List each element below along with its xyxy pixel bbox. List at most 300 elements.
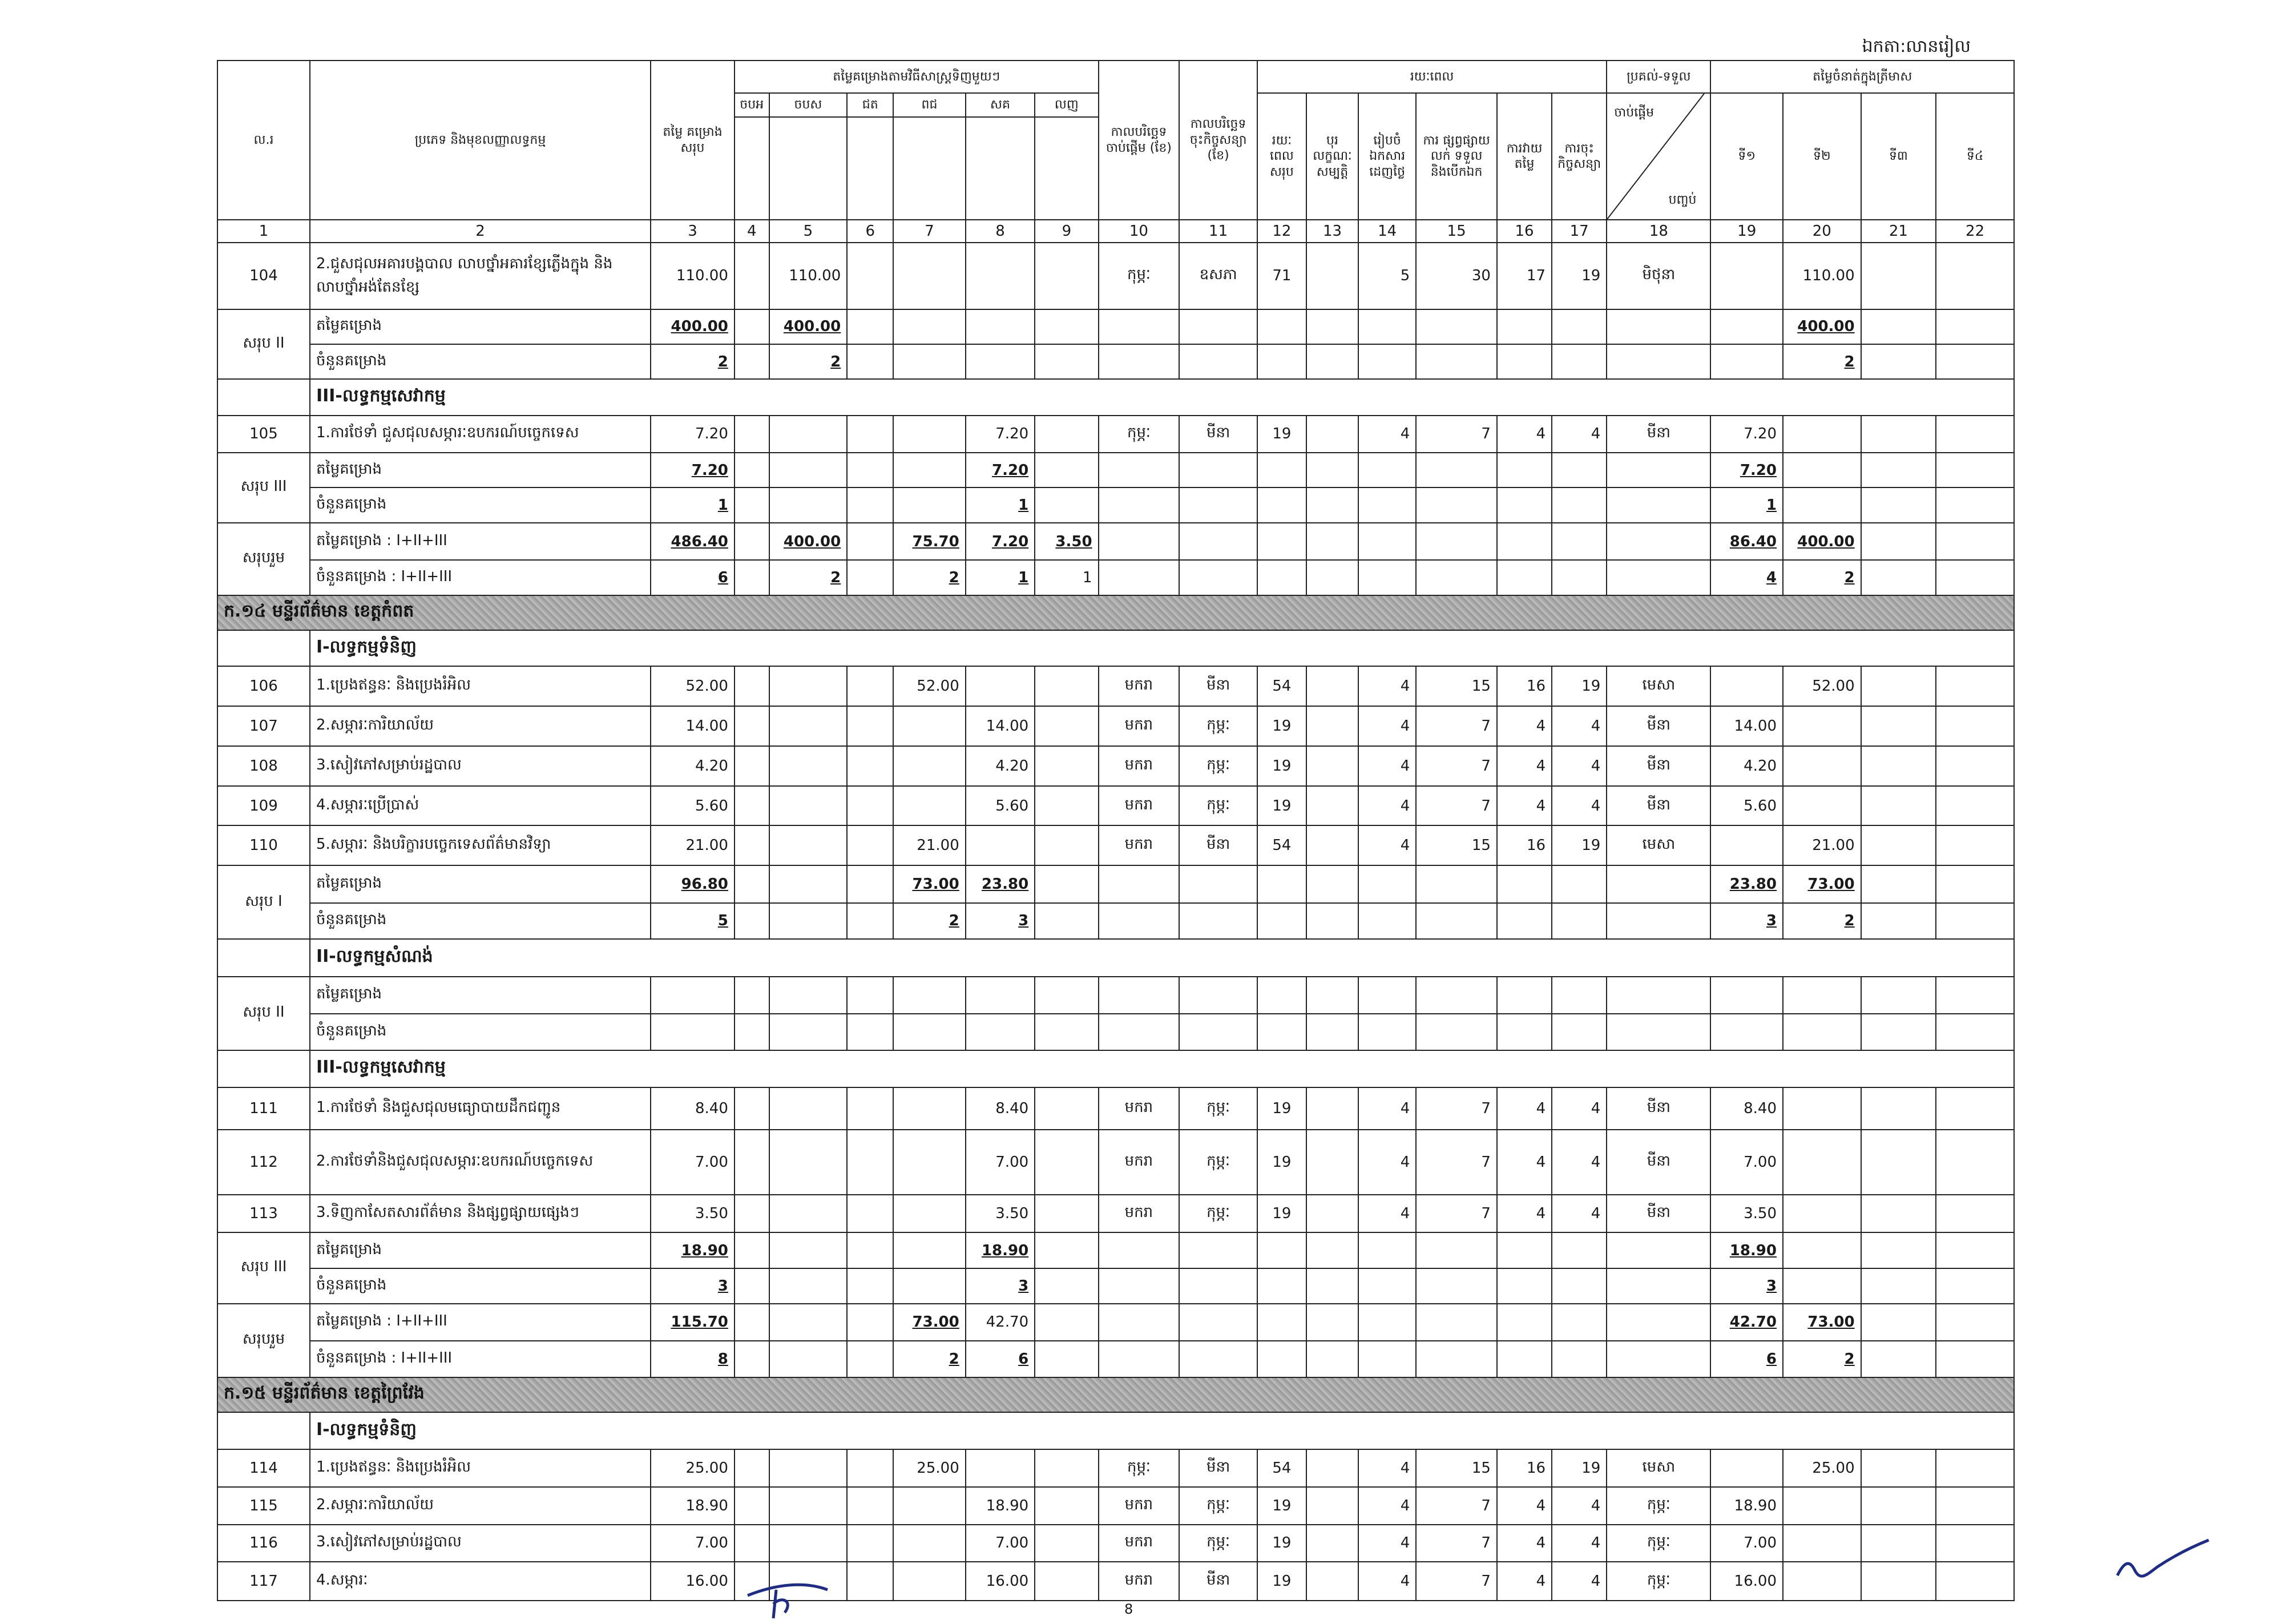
header-p12: រយៈ ពេល សរុប bbox=[1257, 93, 1306, 220]
page-number: 8 bbox=[1124, 1601, 1133, 1617]
grand-total-row bbox=[217, 1304, 2014, 1341]
row-c7 bbox=[893, 746, 966, 786]
row-q1: 7.00 bbox=[1710, 1525, 1783, 1562]
grand-q2-count: 2 bbox=[1783, 560, 1861, 595]
header-m9: លញ bbox=[1035, 93, 1098, 117]
subtotal-label: សរុប I bbox=[217, 865, 310, 939]
row-sign: មីនា bbox=[1179, 666, 1257, 706]
count-total: 5 bbox=[651, 903, 735, 939]
row-p17: 19 bbox=[1552, 666, 1607, 706]
row-p14: 4 bbox=[1358, 1449, 1416, 1487]
count-total: 2 bbox=[651, 344, 735, 379]
row-p16: 4 bbox=[1497, 416, 1552, 453]
row-total: 25.00 bbox=[651, 1449, 735, 1487]
header-m6: ជត bbox=[847, 93, 893, 117]
category-title: II-លទ្ធកម្មសំណង់ bbox=[310, 939, 2014, 977]
row-start: មករា bbox=[1099, 1487, 1180, 1525]
subtotal-total: 18.90 bbox=[651, 1232, 735, 1268]
row-q2 bbox=[1783, 1525, 1861, 1562]
row-p16: 16 bbox=[1497, 825, 1552, 865]
table-row bbox=[217, 1487, 2014, 1525]
table-row bbox=[217, 243, 2014, 309]
section-title: ក.១៥ មន្ទីរព័ត៌មាន ខេត្តព្រៃវែង bbox=[217, 1377, 2014, 1412]
header-p15: ការ ផ្សព្វផ្សាយ លក់ ទទួល និងបើកឯក bbox=[1416, 93, 1497, 220]
header-q4: ទី៤ bbox=[1936, 93, 2014, 220]
grand-q1: 86.40 bbox=[1710, 523, 1783, 561]
grand-q2: 73.00 bbox=[1783, 1304, 1861, 1341]
grand-c9: 3.50 bbox=[1035, 523, 1098, 561]
grand-count-row bbox=[217, 560, 2014, 595]
row-q2 bbox=[1783, 746, 1861, 786]
count-total: 3 bbox=[651, 1268, 735, 1303]
grand-q2: 400.00 bbox=[1783, 523, 1861, 561]
grand-c9-count: 1 bbox=[1035, 560, 1098, 595]
est-value-label: តម្លៃគម្រោង bbox=[310, 865, 651, 903]
row-c7: 52.00 bbox=[893, 666, 966, 706]
row-desc: 5.សម្ភារៈ និងបរិក្ខារបច្ចេកទេសព័ត៌មានវិទ្យា bbox=[310, 825, 651, 865]
row-sign: កុម្ភៈ bbox=[1179, 1525, 1257, 1562]
row-c8: 8.40 bbox=[966, 1087, 1035, 1130]
row-delivery: មីនា bbox=[1607, 746, 1710, 786]
row-p14: 4 bbox=[1358, 1195, 1416, 1232]
row-q1: 7.20 bbox=[1710, 416, 1783, 453]
row-start: មករា bbox=[1099, 1525, 1180, 1562]
row-p15: 7 bbox=[1416, 1525, 1497, 1562]
header-period-group: រយៈពេល bbox=[1257, 61, 1607, 93]
row-c8 bbox=[966, 666, 1035, 706]
row-c8 bbox=[966, 825, 1035, 865]
row-no: 106 bbox=[217, 666, 310, 706]
est-value-label: តម្លៃគម្រោង bbox=[310, 309, 651, 344]
row-p15: 7 bbox=[1416, 1195, 1497, 1232]
row-p14: 5 bbox=[1358, 243, 1416, 309]
header-q1: ទី១ bbox=[1710, 93, 1783, 220]
header-p13: បុរ លក្ខណៈ សម្បត្តិ bbox=[1306, 93, 1358, 220]
row-q2: 52.00 bbox=[1783, 666, 1861, 706]
subtotal-c8: 18.90 bbox=[966, 1232, 1035, 1268]
row-delivery: កុម្ភៈ bbox=[1607, 1562, 1710, 1601]
row-q2: 25.00 bbox=[1783, 1449, 1861, 1487]
row-p16: 4 bbox=[1497, 746, 1552, 786]
subtotal-q1: 7.20 bbox=[1710, 453, 1783, 487]
row-p15: 7 bbox=[1416, 416, 1497, 453]
grand-count: 8 bbox=[651, 1341, 735, 1377]
row-total: 7.20 bbox=[651, 416, 735, 453]
est-count-label: ចំនួនគម្រោង bbox=[310, 344, 651, 379]
row-c7 bbox=[893, 1525, 966, 1562]
row-p17: 4 bbox=[1552, 1562, 1607, 1601]
row-p14: 4 bbox=[1358, 416, 1416, 453]
row-q1: 4.20 bbox=[1710, 746, 1783, 786]
initials-signature-right bbox=[2112, 1536, 2214, 1587]
subtotal-total: 96.80 bbox=[651, 865, 735, 903]
row-start: មករា bbox=[1099, 825, 1180, 865]
row-p15: 15 bbox=[1416, 1449, 1497, 1487]
row-p16: 4 bbox=[1497, 1487, 1552, 1525]
grand-c8: 42.70 bbox=[966, 1304, 1035, 1341]
row-total: 21.00 bbox=[651, 825, 735, 865]
table-row bbox=[217, 1195, 2014, 1232]
row-q1: 14.00 bbox=[1710, 706, 1783, 746]
count-row bbox=[217, 1014, 2014, 1050]
grand-total-row bbox=[217, 523, 2014, 561]
row-p14: 4 bbox=[1358, 1562, 1416, 1601]
row-p12: 19 bbox=[1257, 1130, 1306, 1195]
row-desc: 3.សៀវភៅសម្រាប់រដ្ឋបាល bbox=[310, 746, 651, 786]
row-p16: 4 bbox=[1497, 786, 1552, 826]
row-no: 110 bbox=[217, 825, 310, 865]
table-row bbox=[217, 1087, 2014, 1130]
row-p12: 54 bbox=[1257, 825, 1306, 865]
subtotal-q2: 400.00 bbox=[1783, 309, 1861, 344]
row-desc: 2.សម្ភារៈការិយាល័យ bbox=[310, 706, 651, 746]
subtotal-c5: 400.00 bbox=[769, 309, 848, 344]
header-total: តម្លៃ គម្រោង សរុប bbox=[651, 61, 735, 220]
initials-signature-left bbox=[742, 1578, 833, 1624]
row-desc: 4.សម្ភារៈប្រើប្រាស់ bbox=[310, 786, 651, 826]
row-sign: កុម្ភៈ bbox=[1179, 786, 1257, 826]
est-value-all-label: តម្លៃគម្រោង : I+II+III bbox=[310, 523, 651, 561]
row-p16: 4 bbox=[1497, 1087, 1552, 1130]
row-p17: 19 bbox=[1552, 1449, 1607, 1487]
row-start: មករា bbox=[1099, 1195, 1180, 1232]
row-no: 114 bbox=[217, 1449, 310, 1487]
row-no: 116 bbox=[217, 1525, 310, 1562]
col-num: 17 bbox=[1552, 220, 1607, 243]
row-sign: កុម្ភៈ bbox=[1179, 1487, 1257, 1525]
row-delivery: មេសា bbox=[1607, 666, 1710, 706]
row-c7: 25.00 bbox=[893, 1449, 966, 1487]
row-no: 108 bbox=[217, 746, 310, 786]
row-p14: 4 bbox=[1358, 786, 1416, 826]
row-p15: 15 bbox=[1416, 666, 1497, 706]
row-p16: 4 bbox=[1497, 1195, 1552, 1232]
subtotal-row bbox=[217, 453, 2014, 487]
row-q1: 8.40 bbox=[1710, 1087, 1783, 1130]
row-p17: 19 bbox=[1552, 243, 1607, 309]
subtotal-total: 7.20 bbox=[651, 453, 735, 487]
row-p15: 7 bbox=[1416, 1087, 1497, 1130]
row-c7 bbox=[893, 706, 966, 746]
row-p12: 19 bbox=[1257, 786, 1306, 826]
row-no: 117 bbox=[217, 1562, 310, 1601]
table-row bbox=[217, 706, 2014, 746]
row-delivery: កុម្ភៈ bbox=[1607, 1487, 1710, 1525]
row-c7 bbox=[893, 1562, 966, 1601]
subtotal-row bbox=[217, 865, 2014, 903]
row-p15: 7 bbox=[1416, 1562, 1497, 1601]
count-q1: 3 bbox=[1710, 1268, 1783, 1303]
row-no: 115 bbox=[217, 1487, 310, 1525]
row-p12: 19 bbox=[1257, 746, 1306, 786]
row-p12: 54 bbox=[1257, 1449, 1306, 1487]
row-p15: 7 bbox=[1416, 706, 1497, 746]
row-p15: 15 bbox=[1416, 825, 1497, 865]
row-delivery: មិថុនា bbox=[1607, 243, 1710, 309]
column-number-row bbox=[217, 220, 2014, 243]
row-total: 110.00 bbox=[651, 243, 735, 309]
row-sign: មីនា bbox=[1179, 1562, 1257, 1601]
row-desc: 4.សម្ភារៈ bbox=[310, 1562, 651, 1601]
row-p15: 7 bbox=[1416, 746, 1497, 786]
col-num: 1 bbox=[217, 220, 310, 243]
category-title: I-លទ្ធកម្មទំនិញ bbox=[310, 630, 2014, 666]
row-start: កុម្ភៈ bbox=[1099, 416, 1180, 453]
count-row bbox=[217, 487, 2014, 522]
row-sign: មីនា bbox=[1179, 416, 1257, 453]
row-p14: 4 bbox=[1358, 666, 1416, 706]
row-p12: 19 bbox=[1257, 1195, 1306, 1232]
row-p17: 4 bbox=[1552, 786, 1607, 826]
row-q1 bbox=[1710, 1449, 1783, 1487]
category-row bbox=[217, 1412, 2014, 1450]
row-total: 7.00 bbox=[651, 1525, 735, 1562]
col-num: 22 bbox=[1936, 220, 2014, 243]
col-num: 15 bbox=[1416, 220, 1497, 243]
col-num: 7 bbox=[893, 220, 966, 243]
row-p16: 4 bbox=[1497, 1130, 1552, 1195]
est-value-label: តម្លៃគម្រោង bbox=[310, 977, 651, 1014]
table-row bbox=[217, 1525, 2014, 1562]
table-row bbox=[217, 746, 2014, 786]
col-num: 4 bbox=[735, 220, 769, 243]
row-total: 18.90 bbox=[651, 1487, 735, 1525]
col-num: 3 bbox=[651, 220, 735, 243]
section-row bbox=[217, 1377, 2014, 1412]
grand-count-row bbox=[217, 1341, 2014, 1377]
est-count-all-label: ចំនួនគម្រោង : I+II+III bbox=[310, 560, 651, 595]
row-q2: 110.00 bbox=[1783, 243, 1861, 309]
row-start: មករា bbox=[1099, 1087, 1180, 1130]
category-title: III-លទ្ធកម្មសេវាកម្ម bbox=[310, 1050, 2014, 1088]
header-p16: ការវាយ តម្លៃ bbox=[1497, 93, 1552, 220]
row-c8: 4.20 bbox=[966, 746, 1035, 786]
row-sign: កុម្ភៈ bbox=[1179, 1195, 1257, 1232]
header-q2: ទី២ bbox=[1783, 93, 1861, 220]
col-num: 14 bbox=[1358, 220, 1416, 243]
row-q2 bbox=[1783, 786, 1861, 826]
col-num: 10 bbox=[1099, 220, 1180, 243]
row-c7 bbox=[893, 786, 966, 826]
subtotal-label: សរុប II bbox=[217, 977, 310, 1050]
subtotal-label: សរុប III bbox=[217, 1232, 310, 1304]
header-quarter-group: តម្លៃចំនាត់ក្នុងត្រីមាស bbox=[1710, 61, 2014, 93]
row-p16: 4 bbox=[1497, 706, 1552, 746]
category-row bbox=[217, 630, 2014, 666]
row-total: 16.00 bbox=[651, 1562, 735, 1601]
count-c5: 2 bbox=[769, 344, 848, 379]
row-delivery: មេសា bbox=[1607, 1449, 1710, 1487]
subtotal-row bbox=[217, 977, 2014, 1014]
header-m8: សគ bbox=[966, 93, 1035, 117]
grand-q1-count: 6 bbox=[1710, 1341, 1783, 1377]
row-start: មករា bbox=[1099, 746, 1180, 786]
row-p14: 4 bbox=[1358, 746, 1416, 786]
row-p14: 4 bbox=[1358, 1525, 1416, 1562]
est-value-all-label: តម្លៃគម្រោង : I+II+III bbox=[310, 1304, 651, 1341]
count-c8: 1 bbox=[966, 487, 1035, 522]
grand-c5: 400.00 bbox=[769, 523, 848, 561]
col-num: 12 bbox=[1257, 220, 1306, 243]
grand-c7-count: 2 bbox=[893, 560, 966, 595]
grand-c8-count: 1 bbox=[966, 560, 1035, 595]
est-count-all-label: ចំនួនគម្រោង : I+II+III bbox=[310, 1341, 651, 1377]
row-total: 14.00 bbox=[651, 706, 735, 746]
col-num: 21 bbox=[1861, 220, 1936, 243]
count-row bbox=[217, 1268, 2014, 1303]
col-num: 11 bbox=[1179, 220, 1257, 243]
subtotal-c8: 23.80 bbox=[966, 865, 1035, 903]
est-value-label: តម្លៃគម្រោង bbox=[310, 453, 651, 487]
grand-c7: 73.00 bbox=[893, 1304, 966, 1341]
row-c8: 7.20 bbox=[966, 416, 1035, 453]
row-start: មករា bbox=[1099, 786, 1180, 826]
row-start: មករា bbox=[1099, 1562, 1180, 1601]
count-q2: 2 bbox=[1783, 903, 1861, 939]
grand-c8: 7.20 bbox=[966, 523, 1035, 561]
row-p17: 4 bbox=[1552, 706, 1607, 746]
row-p16: 17 bbox=[1497, 243, 1552, 309]
subtotal-q1: 23.80 bbox=[1710, 865, 1783, 903]
row-c7 bbox=[893, 1487, 966, 1525]
header-budget-group: តម្លៃគម្រោងតាមវិធីសាស្ត្រទិញមួយៗ bbox=[735, 61, 1099, 93]
col-num: 16 bbox=[1497, 220, 1552, 243]
row-q2 bbox=[1783, 1487, 1861, 1525]
row-delivery: មីនា bbox=[1607, 786, 1710, 826]
row-p14: 4 bbox=[1358, 706, 1416, 746]
header-delivery-split bbox=[1607, 93, 1710, 220]
col-num: 13 bbox=[1306, 220, 1358, 243]
grand-q1-count: 4 bbox=[1710, 560, 1783, 595]
row-c8: 3.50 bbox=[966, 1195, 1035, 1232]
row-p12: 19 bbox=[1257, 1562, 1306, 1601]
header-p17: ការចុះ កិច្ចសន្យា bbox=[1552, 93, 1607, 220]
row-q1: 3.50 bbox=[1710, 1195, 1783, 1232]
row-p15: 7 bbox=[1416, 786, 1497, 826]
category-title: III-លទ្ធកម្មសេវាកម្ម bbox=[310, 379, 2014, 415]
row-c8: 16.00 bbox=[966, 1562, 1035, 1601]
section-title: ក.១៤ មន្ទីរព័ត៌មាន ខេត្តកំពត bbox=[217, 595, 2014, 630]
row-p12: 19 bbox=[1257, 706, 1306, 746]
count-row bbox=[217, 344, 2014, 379]
category-row bbox=[217, 939, 2014, 977]
row-p17: 4 bbox=[1552, 1525, 1607, 1562]
col-num: 18 bbox=[1607, 220, 1710, 243]
row-p17: 4 bbox=[1552, 746, 1607, 786]
row-p12: 71 bbox=[1257, 243, 1306, 309]
row-no: 111 bbox=[217, 1087, 310, 1130]
count-q1: 1 bbox=[1710, 487, 1783, 522]
subtotal-q2: 73.00 bbox=[1783, 865, 1861, 903]
row-p17: 4 bbox=[1552, 416, 1607, 453]
header-m4: ចបអ bbox=[735, 93, 769, 117]
header-q3: ទី៣ bbox=[1861, 93, 1936, 220]
col-num: 6 bbox=[847, 220, 893, 243]
row-p12: 19 bbox=[1257, 1487, 1306, 1525]
row-delivery: មីនា bbox=[1607, 416, 1710, 453]
count-c7: 2 bbox=[893, 903, 966, 939]
row-start: មករា bbox=[1099, 666, 1180, 706]
row-start: កុម្ភៈ bbox=[1099, 1449, 1180, 1487]
row-q1: 18.90 bbox=[1710, 1487, 1783, 1525]
row-sign: ឧសភា bbox=[1179, 243, 1257, 309]
header-d-end: បញ្ចប់ bbox=[1668, 192, 1697, 207]
row-c8: 14.00 bbox=[966, 706, 1035, 746]
grand-total-label: សរុបរួម bbox=[217, 523, 310, 595]
row-p14: 4 bbox=[1358, 825, 1416, 865]
header-row-groups bbox=[217, 61, 2014, 93]
row-p12: 19 bbox=[1257, 416, 1306, 453]
col-num: 9 bbox=[1035, 220, 1098, 243]
row-p12: 19 bbox=[1257, 1087, 1306, 1130]
row-sign: មីនា bbox=[1179, 1449, 1257, 1487]
grand-total-label: សរុបរួម bbox=[217, 1304, 310, 1377]
row-c7: 21.00 bbox=[893, 825, 966, 865]
grand-c8-count: 6 bbox=[966, 1341, 1035, 1377]
row-no: 112 bbox=[217, 1130, 310, 1195]
row-desc: 3.ទិញកាសែតសារព័ត៌មាន និងផ្សព្វផ្សាយផ្សេងៗ bbox=[310, 1195, 651, 1232]
subtotal-row bbox=[217, 1232, 2014, 1268]
row-p15: 7 bbox=[1416, 1487, 1497, 1525]
row-sign: កុម្ភៈ bbox=[1179, 1130, 1257, 1195]
row-q1: 16.00 bbox=[1710, 1562, 1783, 1601]
est-count-label: ចំនួនគម្រោង bbox=[310, 903, 651, 939]
row-delivery: មីនា bbox=[1607, 1130, 1710, 1195]
header-delivery-group: ប្រគល់-ទទួល bbox=[1607, 61, 1710, 93]
est-count-label: ចំនួនគម្រោង bbox=[310, 487, 651, 522]
row-no: 109 bbox=[217, 786, 310, 826]
row-no: 105 bbox=[217, 416, 310, 453]
subtotal-row bbox=[217, 309, 2014, 344]
col-num: 5 bbox=[769, 220, 848, 243]
header-m7: ពជ bbox=[893, 93, 966, 117]
section-row bbox=[217, 595, 2014, 630]
row-q1 bbox=[1710, 666, 1783, 706]
col-num: 20 bbox=[1783, 220, 1861, 243]
procurement-plan-table bbox=[217, 60, 2015, 1601]
col-num: 19 bbox=[1710, 220, 1783, 243]
row-p16: 4 bbox=[1497, 1562, 1552, 1601]
subtotal-label: សរុប II bbox=[217, 309, 310, 380]
header-start: កាលបរិច្ឆេទ ចាប់ផ្តើម (ខែ) bbox=[1099, 61, 1180, 220]
category-row bbox=[217, 379, 2014, 415]
row-desc: 3.សៀវភៅសម្រាប់រដ្ឋបាល bbox=[310, 1525, 651, 1562]
header-type: ប្រភេទ និងមុខលញ្ញាលទ្ធកម្ម bbox=[310, 61, 651, 220]
count-c8: 3 bbox=[966, 1268, 1035, 1303]
row-q2 bbox=[1783, 706, 1861, 746]
table-row bbox=[217, 416, 2014, 453]
row-p15: 7 bbox=[1416, 1130, 1497, 1195]
row-q1 bbox=[1710, 825, 1783, 865]
row-no: 104 bbox=[217, 243, 310, 309]
row-desc: 2.សម្ភារៈការិយាល័យ bbox=[310, 1487, 651, 1525]
row-p16: 16 bbox=[1497, 666, 1552, 706]
table-row bbox=[217, 1130, 2014, 1195]
subtotal-q1: 18.90 bbox=[1710, 1232, 1783, 1268]
row-desc: 2.ជួសជុលអគារបង្គបាល លាបថ្នាំអគារខ្សែភ្លើងក្នុង និង លាបថ្នាំអង់តែនខ្សែ bbox=[310, 243, 651, 309]
est-count-label: ចំនួនគម្រោង bbox=[310, 1268, 651, 1303]
est-count-label: ចំនួនគម្រោង bbox=[310, 1014, 651, 1050]
header-p14: រៀបចំ ឯកសារ ដេញថ្លៃ bbox=[1358, 93, 1416, 220]
row-q1: 5.60 bbox=[1710, 786, 1783, 826]
row-sign: កុម្ភៈ bbox=[1179, 1087, 1257, 1130]
row-q1: 7.00 bbox=[1710, 1130, 1783, 1195]
row-total: 7.00 bbox=[651, 1130, 735, 1195]
row-c8: 7.00 bbox=[966, 1130, 1035, 1195]
grand-total: 486.40 bbox=[651, 523, 735, 561]
row-total: 52.00 bbox=[651, 666, 735, 706]
row-sign: កុម្ភៈ bbox=[1179, 746, 1257, 786]
